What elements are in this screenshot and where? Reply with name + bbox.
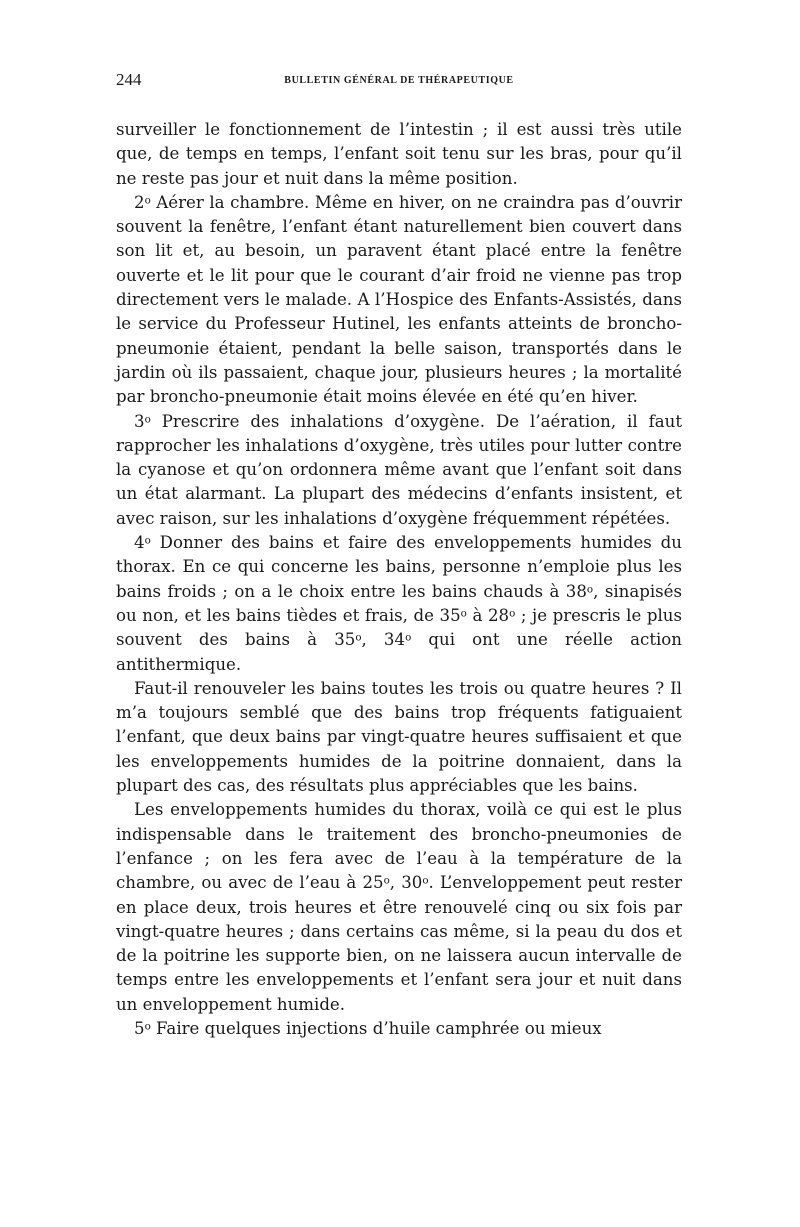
paragraph-text: Aérer la chambre. Même en hiver, on ne craindra pas d’ouvrir souvent la fenêtre, l’enfant étant naturellement bien couvert dans son lit et, au besoin, un paravent étant placé entre la fenêtre ouverte et le lit pour que le courant d’air froid ne vienne pas trop directement vers le malade. A l’Hospice des Enfants-Assistés, dans le service du Professeur Hutinel, les enfants atteints de broncho-pneumonie étaient, pendant la belle saison, transportés dans le jardin où ils passaient, chaque jour, plusieurs heures ; la mortalité par broncho-pneumonie était moins élevée en été qu’en hiver.	[116, 192, 682, 407]
paragraph-camphor-injections	[116, 1017, 682, 1041]
degree-mark: o	[383, 874, 390, 887]
paragraph-baths	[116, 531, 682, 677]
paragraph-text: , 34	[361, 630, 406, 650]
paragraph-aerate-room	[116, 191, 682, 410]
paragraph-wet-wraps	[116, 798, 682, 1017]
ordinal-mark: o	[144, 534, 151, 547]
paragraph-text: , 30	[389, 873, 423, 893]
book-page	[116, 70, 682, 1041]
paragraph-text: . L’enveloppement peut rester en place deux, trois heures et être renouvelé cinq ou six fois par vingt-quatre heures ; dans certains cas même, si la peau du dos et de la poitrine les supporte bien, on ne laissera aucun intervalle de temps entre les enveloppements et l’enfant sera jour et nuit dans un enveloppement humide.	[116, 873, 682, 1014]
degree-mark: o	[405, 631, 412, 644]
list-number: 4	[134, 533, 145, 553]
paragraph-continuation	[116, 118, 682, 191]
paragraph-text: Faut-il renouveler les bains toutes les trois ou quatre heures ? Il m’a toujours semblé que des bains trop fréquents fatiguaient l’enfant, que deux bains par vingt-quatre heures suffisaient et que les enveloppements humides de la poitrine donnaient, dans la plupart des cas, des résultats plus appréciables que les bains.	[116, 678, 682, 796]
paragraph-text: à 28	[466, 605, 510, 625]
running-header	[116, 70, 682, 96]
degree-mark: o	[460, 607, 467, 620]
paragraph-text: Prescrire des inhalations d’oxygène. De l’aération, il faut rapprocher les inhalations d’oxygène, très utiles pour lutter contre la cyanose et qu’on ordonnera même avant que l’enfant soit dans un état alarmant. La plupart des médecins d’enfants insistent, et avec raison, sur les inhalations d’oxygène fréquemment répétées.	[116, 411, 682, 528]
paragraph-oxygen-inhalations	[116, 410, 682, 531]
paragraph-text: Les enveloppements humides du thorax, voilà ce qui est le plus indispensable dans le traitement des broncho-pneumonies de l’enfance ; on les fera avec de l’eau à la température de la chambre, ou avec de l’eau à 25	[116, 800, 682, 893]
paragraph-text: Donner des bains et faire des enveloppements humides du thorax. En ce qui concerne les bains, personne n’emploie plus les bains froids ; on a le choix entre les bains chauds à 38	[116, 533, 682, 601]
degree-mark: o	[355, 631, 362, 644]
degree-mark: o	[586, 583, 594, 596]
ordinal-mark: o	[144, 412, 151, 425]
list-number: 3	[134, 411, 145, 431]
ordinal-mark: o	[144, 1020, 151, 1033]
journal-title: BULLETIN GÉNÉRAL DE THÉRAPEUTIQUE	[284, 75, 514, 86]
paragraph-bath-frequency	[116, 677, 682, 798]
page-number: 244	[116, 70, 142, 89]
paragraph-text: surveiller le fonctionnement de l’intestin ; il est aussi très utile que, de temps en temps, l’enfant soit tenu sur les bras, pour qu’il ne reste pas jour et nuit dans la même position.	[116, 120, 682, 188]
degree-mark: o	[422, 874, 429, 887]
article-body	[116, 118, 682, 1041]
degree-mark: o	[509, 607, 516, 620]
paragraph-text: , sinapisés ou non, et les bains tièdes et frais, de 35	[116, 581, 682, 625]
list-number: 2	[134, 192, 145, 212]
paragraph-text: Faire quelques injections d’huile camphrée ou mieux	[150, 1018, 602, 1038]
paragraph-text: ; je prescris le plus souvent des bains à 35	[116, 605, 682, 650]
ordinal-mark: o	[144, 194, 151, 207]
list-number: 5	[134, 1018, 145, 1038]
paragraph-text: qui ont une réelle action antithermique.	[116, 630, 682, 674]
